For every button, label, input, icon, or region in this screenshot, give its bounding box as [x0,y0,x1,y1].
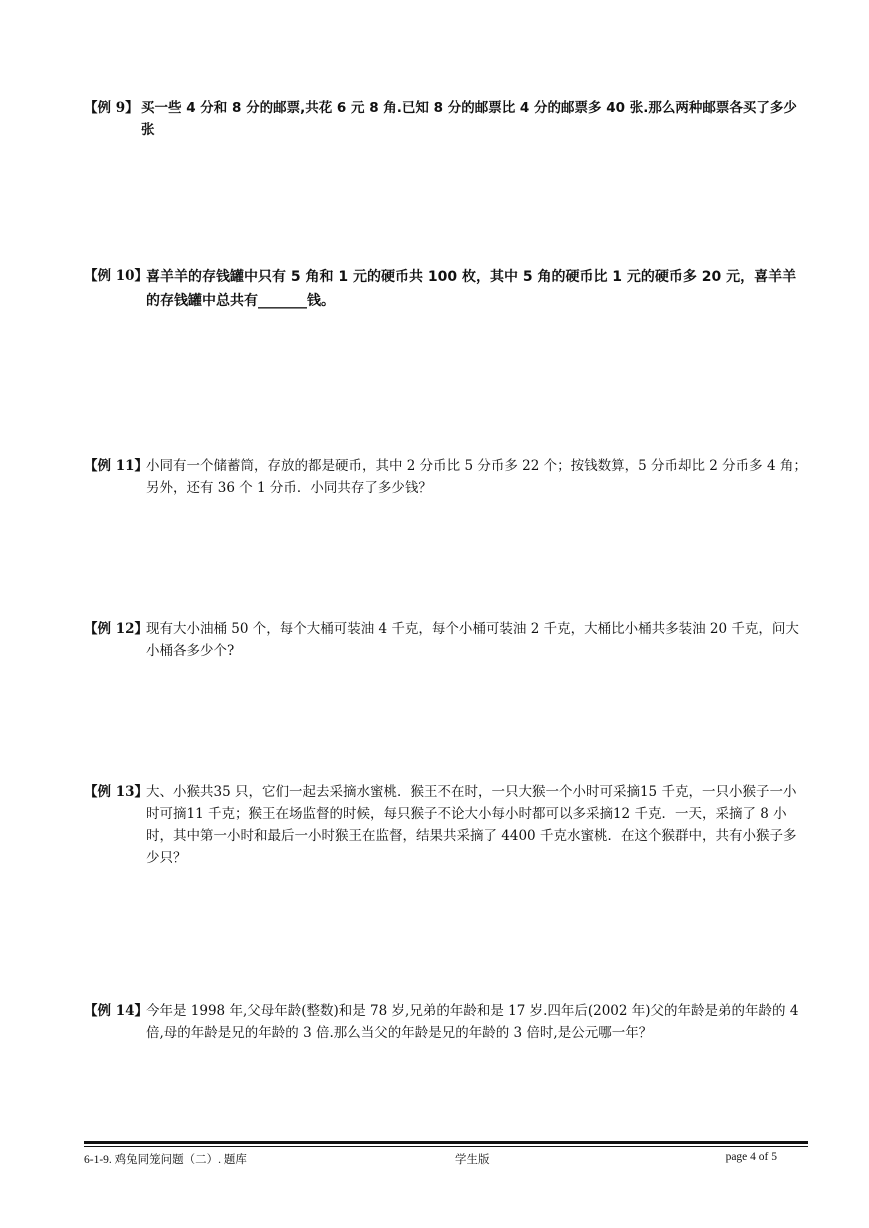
problem-12 [84,618,808,662]
problem-11 [84,455,808,499]
problem-label: 【例 10】 [84,268,148,284]
problem-label: 【例 11】 [84,458,148,474]
problem-label: 【例 14】 [84,1003,148,1019]
problem-label: 【例 12】 [84,621,148,637]
footer-page-number: page 4 of 5 [725,1151,777,1163]
problem-text: 现有大小油桶 50 个，每个大桶可装油 4 千克，每个小桶可装油 2 千克，大桶比小桶共多装油 20 千克，问大小桶各多少个? [146,621,799,659]
problem-13 [84,781,808,869]
problem-text: 小同有一个储蓄筒，存放的都是硬币，其中 2 分币比 5 分币多 22 个；按钱数算，5 分币却比 2 分币多 4 角；另外，还有 36 个 1 分币．小同共存了多少钱？ [146,458,807,496]
problem-10 [84,265,808,313]
problem-text: 买一些 4 分和 8 分的邮票,共花 6 元 8 角.已知 8 分的邮票比 4 分的邮票多 40 张.那么两种邮票各买了多少张 [141,100,797,138]
problem-text: 今年是 1998 年,父母年龄(整数)和是 78 岁,兄弟的年龄和是 17 岁.四年后(2002 年)父的年龄是弟的年龄的 4 倍,母的年龄是兄的年龄的 3 倍.那么当父的年龄是兄的年龄的 3 倍时,是公元哪一年？ [146,1003,799,1041]
problem-label: 【例 9】 [84,100,139,116]
problem-14 [84,1000,808,1044]
problem-9 [84,97,808,141]
footer-document-title: 6-1-9. 鸡兔同笼问题（二）. 题库 [84,1154,247,1166]
footer-divider-thick [84,1141,808,1144]
problem-text: 喜羊羊的存钱罐中只有 5 角和 1 元的硬币共 100 枚，其中 5 角的硬币比 1 元的硬币多 20 元，喜羊羊的存钱罐中总共有_______钱。 [146,269,797,309]
footer-divider-thin [84,1146,808,1147]
footer-edition: 学生版 [455,1154,490,1166]
problem-label: 【例 13】 [84,784,148,800]
problem-text: 大、小猴共35 只，它们一起去采摘水蜜桃．猴王不在时，一只大猴一个小时可采摘15 千克，一只小猴子一小时可摘11 千克；猴王在场监督的时候，每只猴子不论大小每小时都可以多采摘12 千克．一天，采摘了 8 小时，其中第一小时和最后一小时猴王在监督，结果共采摘了 4400 千克水蜜桃．在这个猴群中，共有小猴子多少只？ [146,784,797,866]
